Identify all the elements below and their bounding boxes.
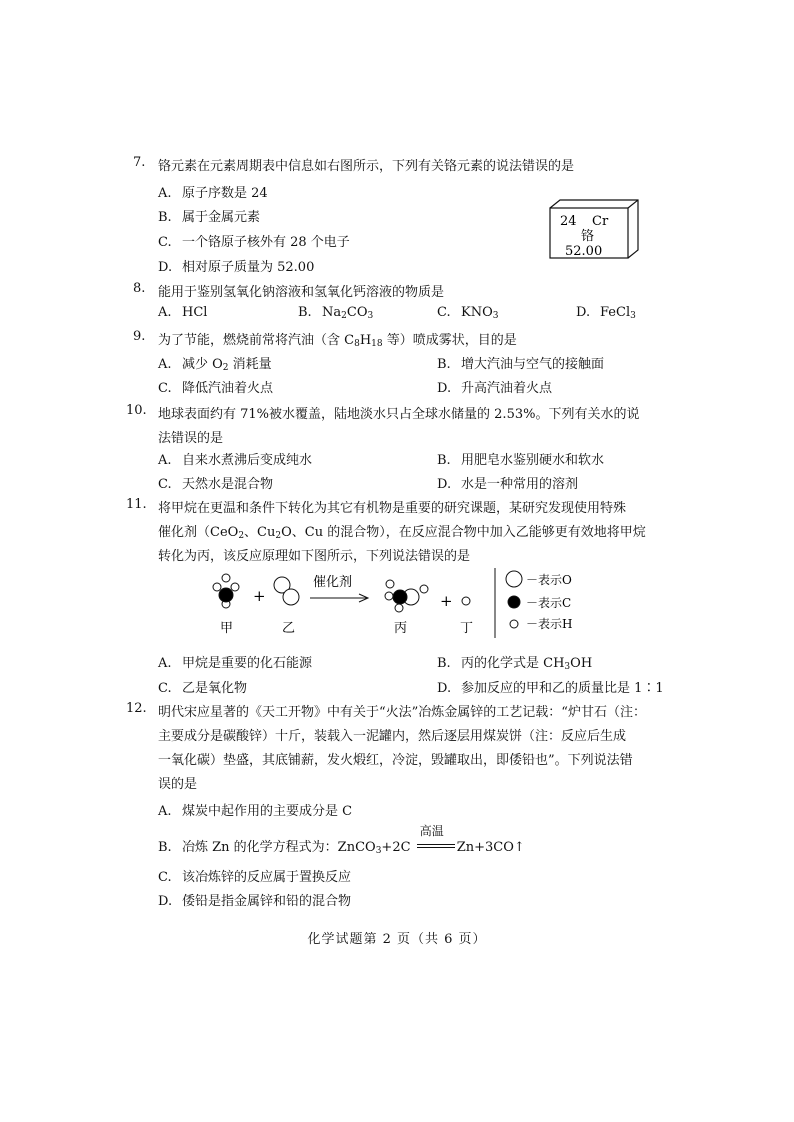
element-name: 铬 (581, 229, 595, 244)
option-a: A. 减少 $O_2$ 消耗量 (158, 357, 272, 373)
question-number: 12. (126, 701, 147, 716)
question-number: 7. (133, 155, 146, 170)
option-d: D. 参加反应的甲和乙的质量比是 1∶1 (437, 681, 664, 696)
option-b: B. 丙的化学式是 $CH_3OH$ (437, 656, 593, 672)
reaction-arrow (310, 594, 368, 602)
option-c: C. 天然水是混合物 (158, 477, 274, 492)
question-stem-line: 催化剂（CeO$_2$、$Cu_2O$、Cu 的混合物），在反应混合物中加入乙能够更有效地将甲烷 (158, 525, 646, 541)
option-b: B. 增大汽油与空气的接触面 (437, 357, 605, 372)
page-footer: 化学试题第 2 页（共 6 页） (307, 932, 487, 947)
option-c: C. $KNO_3$ (437, 305, 499, 321)
question-stem-line: 法错误的是 (158, 431, 224, 446)
question-stem-line: 明代宋应星著的《天工开物》中有关于“火法”冶炼金属锌的工艺记载：“炉甘石（注： (158, 705, 646, 720)
question-number: 8. (133, 281, 146, 296)
question-number: 10. (126, 403, 147, 418)
option-b: B. 用肥皂水鉴别硬水和软水 (437, 453, 605, 468)
plus-sign: + (253, 587, 266, 605)
label-bing: 丙 (394, 621, 408, 636)
question-stem: 为了节能，燃烧前常将汽油（含 $C_8H_{18}$ 等）喷成雾状，目的是 (158, 333, 517, 349)
label-yi: 乙 (282, 621, 296, 636)
option-d: D. 水是一种常用的溶剂 (437, 477, 579, 492)
condition-label: 高温 (419, 824, 444, 838)
question-stem: 能用于鉴别氢氧化钠溶液和氢氧化钙溶液的物质是 (158, 285, 445, 300)
catalyst-label: 催化剂 (313, 575, 353, 590)
option-c: C. 一个铬原子核外有 28 个电子 (158, 235, 350, 250)
option-b: B. 冶炼 Zn 的化学方程式为：ZnCO$_3$+2C 高温 Zn+3CO↑ (158, 824, 525, 856)
atomic-number: 24 (560, 214, 577, 229)
option-a: A. HCl (158, 305, 208, 320)
question-stem: 铬元素在元素周期表中信息如右图所示，下列有关铬元素的说法错误的是 (158, 159, 575, 174)
option-a: A. 原子序数是 24 (158, 186, 268, 201)
atomic-mass: 52.00 (565, 244, 603, 259)
reaction-diagram (200, 568, 600, 640)
option-b: B. 属于金属元素 (158, 210, 261, 225)
legend-oxygen: －表示O (526, 573, 572, 587)
option-d: D. FeCl$_3$ (576, 305, 636, 321)
option-d: D. 倭铅是指金属锌和铅的混合物 (158, 894, 352, 909)
question-stem-line: 一氧化碳）垫盛，其底铺薪，发火煅红，冷淀，毁罐取出，即倭铅也”。下列说法错 (158, 753, 633, 768)
question-number: 11. (126, 497, 147, 512)
option-d: D. 相对原子质量为 52.00 (158, 260, 315, 275)
label-jia: 甲 (220, 621, 234, 636)
question-number: 9. (133, 329, 146, 344)
periodic-table-cell (548, 198, 640, 260)
option-c: C. 降低汽油着火点 (158, 381, 274, 396)
option-a: A. 自来水煮沸后变成纯水 (158, 453, 313, 468)
question-stem-line: 将甲烷在更温和条件下转化为其它有机物是重要的研究课题，某研究发现使用特殊 (158, 501, 627, 516)
legend-carbon: －表示C (526, 596, 572, 610)
question-stem-line: 转化为丙，该反应原理如下图所示，下列说法错误的是 (158, 549, 471, 564)
question-stem-line: 误的是 (158, 777, 198, 792)
option-a: A. 煤炭中起作用的主要成分是 C (158, 804, 353, 819)
question-stem-line: 主要成分是碳酸锌）十斤，装载入一泥罐内，然后逐层用煤炭饼（注：反应后生成 (158, 729, 627, 744)
option-d: D. 升高汽油着火点 (437, 381, 553, 396)
option-a: A. 甲烷是重要的化石能源 (158, 656, 313, 671)
option-b: B. $Na_2CO_3$ (298, 305, 374, 321)
label-ding: 丁 (460, 621, 474, 636)
question-stem-line: 地球表面约有 71%被水覆盖，陆地淡水只占全球水储量的 2.53%。下列有关水的说 (158, 407, 640, 422)
element-symbol: Cr (592, 214, 609, 229)
legend-hydrogen: －表示H (526, 617, 573, 631)
option-c: C. 该冶炼锌的反应属于置换反应 (158, 870, 352, 885)
option-c: C. 乙是氧化物 (158, 681, 248, 696)
reaction-condition (417, 824, 455, 851)
plus-sign: + (440, 592, 453, 610)
